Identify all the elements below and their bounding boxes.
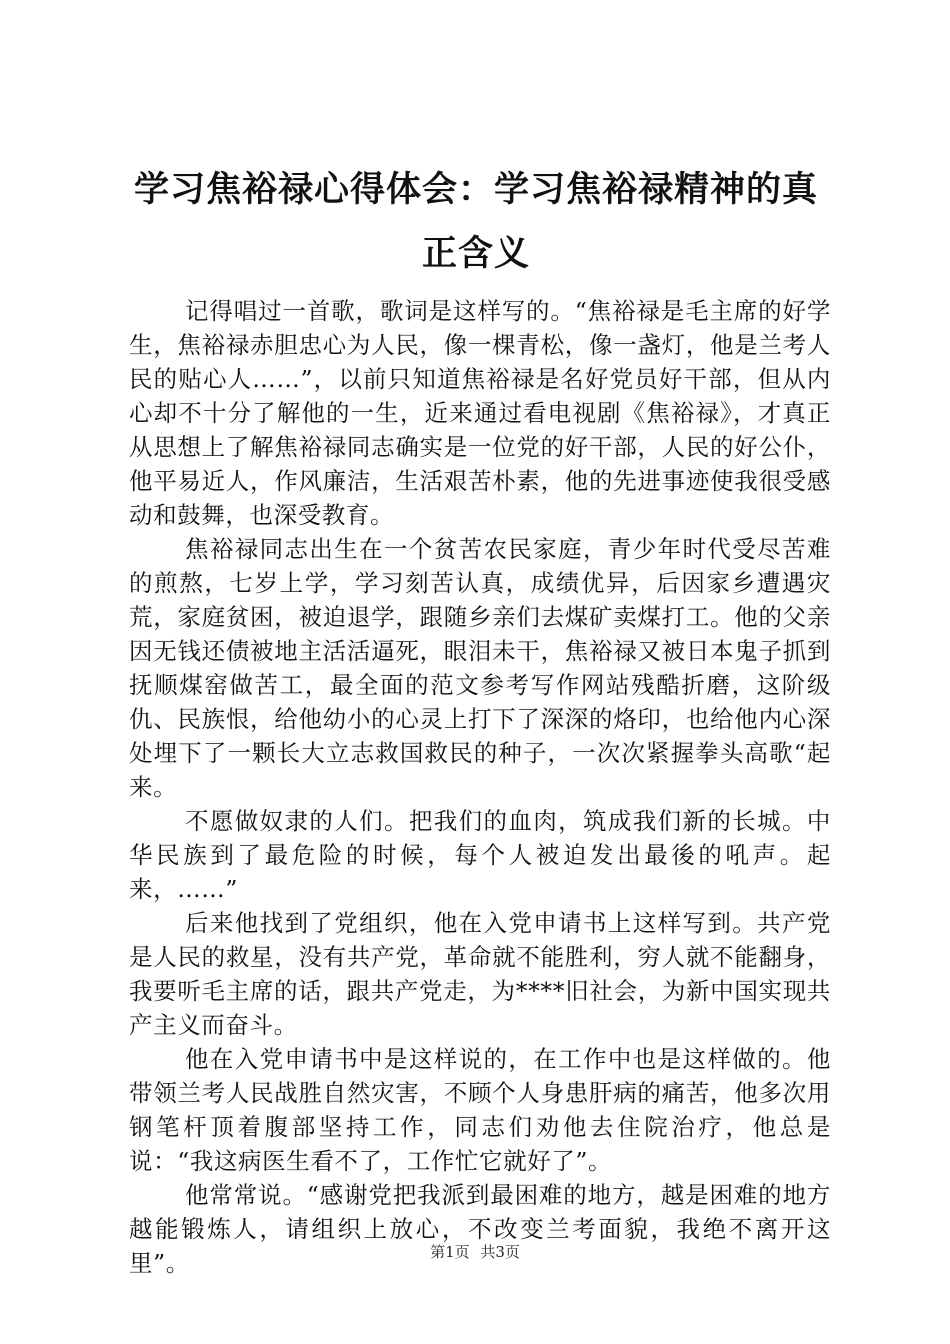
paragraph: 记得唱过一首歌，歌词是这样写的。“焦裕禄是毛主席的好学生，焦裕禄赤胆忠心为人民，像一棵青松，像一盏灯，他是兰考人民的贴心人……”，以前只知道焦裕禄是名好党员好干部，但从内心却不十分了解他的一生，近来通过看电视剧《焦裕禄》，才真正从思想上了解焦裕禄同志确实是一位党的好干部，人民的好公仆，他平易近人，作风廉洁，生活艰苦朴素，他的先进事迹使我很受感动和鼓舞，也深受教育。 — [129, 297, 831, 529]
paragraph: 不愿做奴隶的人们。把我们的血肉，筑成我们新的长城。中华民族到了最危险的时候，每个人被迫发出最後的吼声。起来，……” — [129, 807, 831, 903]
page-total: 共3页 — [480, 1243, 520, 1261]
paragraph: 他常常说。“感谢党把我派到最困难的地方，越是困难的地方越能锻炼人，请组织上放心，不改变兰考面貌，我绝不离开这里”。 — [129, 1181, 831, 1277]
document-body — [129, 294, 831, 1280]
page-footer — [0, 1242, 950, 1262]
paragraph: 焦裕禄同志出生在一个贫苦农民家庭，青少年时代受尽苦难的煎熬，七岁上学，学习刻苦认真，成绩优异，后因家乡遭遇灾荒，家庭贫困，被迫退学，跟随乡亲们去煤矿卖煤打工。他的父亲因无钱还债被地主活活逼死，眼泪未干，焦裕禄又被日本鬼子抓到抚顺煤窑做苦工，最全面的范文参考写作网站残酷折磨，这阶级仇、民族恨，给他幼小的心灵上打下了深深的烙印，也给他内心深处埋下了一颗长大立志救国救民的种子，一次次紧握拳头高歌“起来。 — [129, 535, 831, 801]
page-number: 第1页 — [430, 1243, 470, 1261]
document-title: 学习焦裕禄心得体会：学习焦裕禄精神的真正含义 — [133, 170, 818, 274]
paragraph: 后来他找到了党组织，他在入党申请书上这样写到。共产党是人民的救星，没有共产党，革命就不能胜利，穷人就不能翻身，我要听毛主席的话，跟共产党走，为****旧社会，为新中国实现共产主义而奋斗。 — [129, 909, 831, 1039]
paragraph: 他在入党申请书中是这样说的，在工作中也是这样做的。他带领兰考人民战胜自然灾害，不顾个人身患肝病的痛苦，他多次用钢笔杆顶着腹部坚持工作，同志们劝他去住院治疗，他总是说：“我这病医生看不了，工作忙它就好了”。 — [129, 1045, 831, 1175]
